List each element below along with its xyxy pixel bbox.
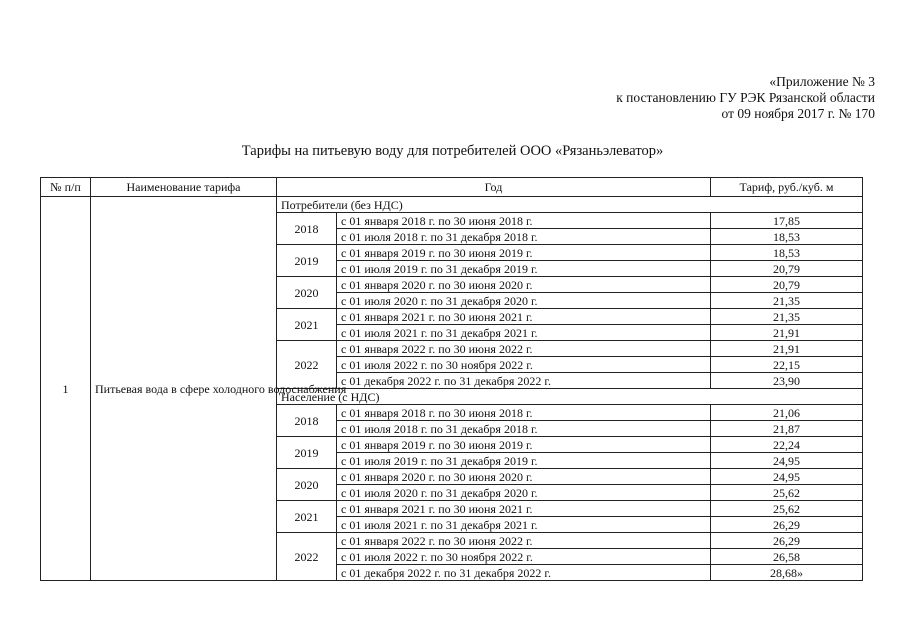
column-header-tariff-value: Тариф, руб./куб. м [711,178,863,197]
appendix-line-2: к постановлению ГУ РЭК Рязанской области [616,90,875,105]
column-header-tariff-name: Наименование тарифа [91,178,277,197]
year-cell: 2020 [277,277,337,309]
period-cell: с 01 июля 2018 г. по 31 декабря 2018 г. [337,229,711,245]
period-cell: с 01 июля 2022 г. по 30 ноября 2022 г. [337,549,711,565]
period-cell: с 01 января 2021 г. по 30 июня 2021 г. [337,501,711,517]
tariff-value-cell: 20,79 [711,277,863,293]
period-cell: с 01 января 2020 г. по 30 июня 2020 г. [337,469,711,485]
tariff-value-cell: 28,68» [711,565,863,581]
tariff-value-cell: 26,58 [711,549,863,565]
tariff-table-body [41,197,863,581]
tariff-value-cell: 24,95 [711,469,863,485]
tariff-value-cell: 24,95 [711,453,863,469]
period-cell: с 01 июля 2019 г. по 31 декабря 2019 г. [337,453,711,469]
column-header-year: Год [277,178,711,197]
period-cell: с 01 июля 2021 г. по 31 декабря 2021 г. [337,517,711,533]
tariff-value-cell: 17,85 [711,213,863,229]
tariff-value-cell: 23,90 [711,373,863,389]
tariff-table [40,177,863,581]
tariff-value-cell: 21,35 [711,309,863,325]
year-cell: 2018 [277,405,337,437]
tariff-value-cell: 22,15 [711,357,863,373]
year-cell: 2022 [277,341,337,389]
period-cell: с 01 декабря 2022 г. по 31 декабря 2022 г. [337,373,711,389]
tariff-value-cell: 21,06 [711,405,863,421]
period-cell: с 01 июля 2022 г. по 30 ноября 2022 г. [337,357,711,373]
tariff-value-cell: 21,35 [711,293,863,309]
tariff-value-cell: 26,29 [711,533,863,549]
period-cell: с 01 июля 2018 г. по 31 декабря 2018 г. [337,421,711,437]
tariff-value-cell: 20,79 [711,261,863,277]
consumer-group-label: Население (с НДС) [277,389,863,405]
tariff-value-cell: 21,91 [711,325,863,341]
period-cell: с 01 января 2020 г. по 30 июня 2020 г. [337,277,711,293]
period-cell: с 01 июля 2021 г. по 31 декабря 2021 г. [337,325,711,341]
period-cell: с 01 июля 2020 г. по 31 декабря 2020 г. [337,293,711,309]
appendix-line-1: «Приложение № 3 [769,74,875,89]
tariff-value-cell: 21,91 [711,341,863,357]
column-header-number: № п/п [41,178,91,197]
appendix-line-3: от 09 ноября 2017 г. № 170 [721,106,875,121]
tariff-value-cell: 25,62 [711,485,863,501]
period-cell: с 01 июля 2020 г. по 31 декабря 2020 г. [337,485,711,501]
period-cell: с 01 января 2021 г. по 30 июня 2021 г. [337,309,711,325]
year-cell: 2018 [277,213,337,245]
tariff-value-cell: 21,87 [711,421,863,437]
tariff-value-cell: 26,29 [711,517,863,533]
tariff-value-cell: 22,24 [711,437,863,453]
period-cell: с 01 января 2018 г. по 30 июня 2018 г. [337,213,711,229]
year-cell: 2020 [277,469,337,501]
table-header-row [41,178,863,197]
consumer-group-label: Потребители (без НДС) [277,197,863,213]
year-cell: 2021 [277,309,337,341]
tariff-value-cell: 25,62 [711,501,863,517]
tariff-value-cell: 18,53 [711,245,863,261]
document-title: Тарифы на питьевую воду для потребителей ООО «Рязаньэлеватор» [241,143,664,159]
period-cell: с 01 июля 2019 г. по 31 декабря 2019 г. [337,261,711,277]
period-cell: с 01 января 2019 г. по 30 июня 2019 г. [337,437,711,453]
period-cell: с 01 декабря 2022 г. по 31 декабря 2022 г. [337,565,711,581]
row-number: 1 [41,197,91,581]
group-row [41,197,863,213]
appendix-header [616,74,875,122]
year-cell: 2019 [277,437,337,469]
year-cell: 2022 [277,533,337,581]
year-cell: 2019 [277,245,337,277]
tariff-value-cell: 18,53 [711,229,863,245]
period-cell: с 01 января 2018 г. по 30 июня 2018 г. [337,405,711,421]
period-cell: с 01 января 2022 г. по 30 июня 2022 г. [337,341,711,357]
period-cell: с 01 января 2022 г. по 30 июня 2022 г. [337,533,711,549]
period-cell: с 01 января 2019 г. по 30 июня 2019 г. [337,245,711,261]
year-cell: 2021 [277,501,337,533]
tariff-name: Питьевая вода в сфере холодного водоснабжения [91,197,277,581]
